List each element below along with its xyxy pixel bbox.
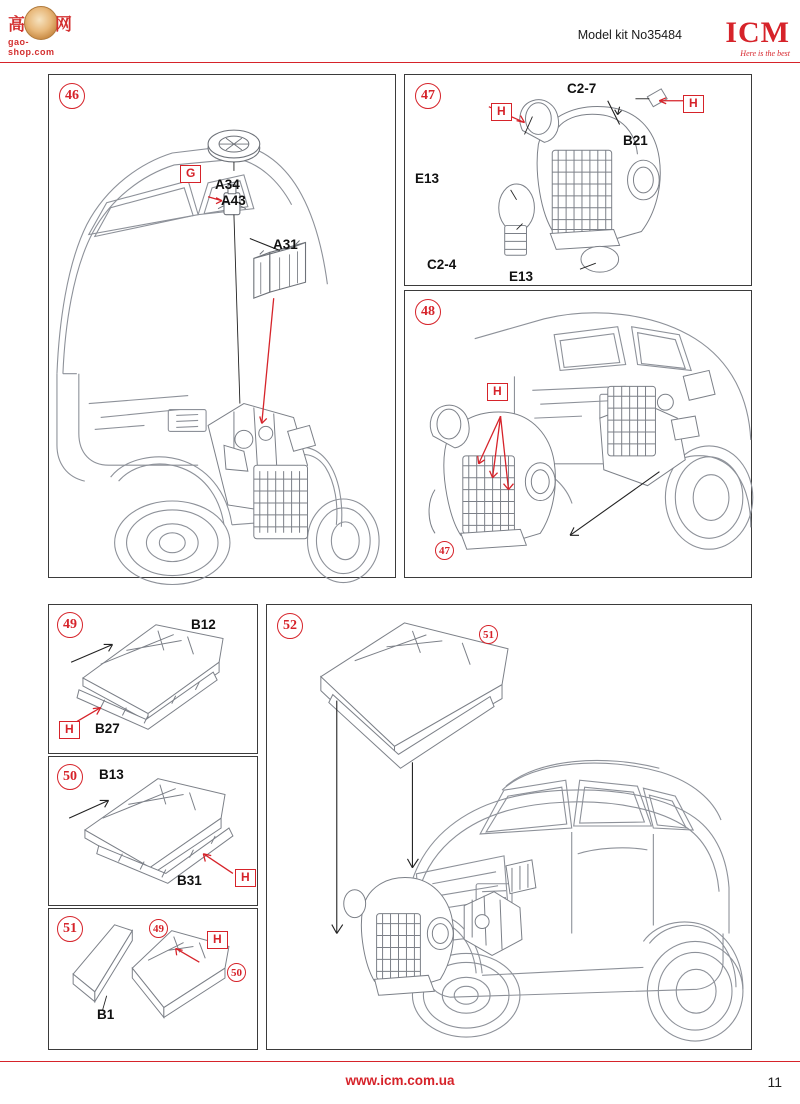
glue-label-h-49: H: [59, 721, 80, 739]
step-ref-50-in-51: 50: [227, 963, 246, 982]
step-panel-47: [404, 74, 752, 286]
glue-label-h-47b: H: [683, 95, 704, 113]
part-label-b1: B1: [97, 1007, 115, 1022]
glue-label-h-48: H: [487, 383, 508, 401]
part-label-a43: A43: [221, 193, 246, 208]
glue-label-h-51: H: [207, 931, 228, 949]
footer-divider: [0, 1061, 800, 1062]
step-52-artwork: [267, 605, 751, 1049]
glue-label-h-47a: H: [491, 103, 512, 121]
part-label-b13: B13: [99, 767, 124, 782]
footer-website[interactable]: www.icm.com.ua: [345, 1073, 455, 1088]
step-49-artwork: [49, 605, 257, 753]
shop-logo-char1: 高: [8, 15, 25, 35]
page-number: 11: [767, 1074, 782, 1090]
icm-logo-slogan: Here is the best: [740, 49, 790, 58]
step-number-51: 51: [57, 916, 83, 942]
part-label-a34: A34: [215, 177, 240, 192]
part-label-e13-a: E13: [415, 171, 440, 186]
step-ref-51-in-52: 51: [479, 625, 498, 644]
step-number-49: 49: [57, 612, 83, 638]
part-a34-icon: [208, 130, 260, 162]
step-panel-48: [404, 290, 752, 578]
part-label-b21: B21: [623, 133, 648, 148]
part-label-b31: B31: [177, 873, 202, 888]
step-ref-47-in-48: 47: [435, 541, 454, 560]
glue-label-g: G: [180, 165, 201, 183]
step-ref-49-in-51: 49: [149, 919, 168, 938]
part-label-a31: A31: [273, 237, 298, 252]
step-46-artwork: [49, 75, 395, 577]
glue-label-h-50: H: [235, 869, 256, 887]
part-label-c2-4: C2-4: [427, 257, 457, 272]
icm-logo: [690, 18, 790, 58]
step-50-artwork: [49, 757, 257, 905]
icm-logo-text: ICM: [725, 16, 790, 49]
step-number-52: 52: [277, 613, 303, 639]
shop-logo: [8, 4, 74, 56]
kit-number: Model kit No35484: [577, 28, 682, 42]
shop-logo-subtitle: gao-shop.com: [8, 37, 55, 57]
part-label-c2-7: C2-7: [567, 81, 597, 96]
step-number-48: 48: [415, 299, 441, 325]
step-48-artwork: [405, 291, 751, 577]
step-panel-46: [48, 74, 396, 578]
page-header: [0, 0, 800, 62]
step-panel-52: [266, 604, 752, 1050]
step-number-50: 50: [57, 764, 83, 790]
shop-logo-emblem: [24, 6, 58, 40]
part-label-b12: B12: [191, 617, 216, 632]
step-number-46: 46: [59, 83, 85, 109]
shop-logo-char2: 网: [55, 15, 72, 35]
step-panel-51: [48, 908, 258, 1050]
part-label-b27: B27: [95, 721, 120, 736]
step-panel-50: [48, 756, 258, 906]
part-label-e13-b: E13: [509, 269, 534, 284]
step-panel-49: [48, 604, 258, 754]
step-number-47: 47: [415, 83, 441, 109]
header-divider: [0, 62, 800, 63]
